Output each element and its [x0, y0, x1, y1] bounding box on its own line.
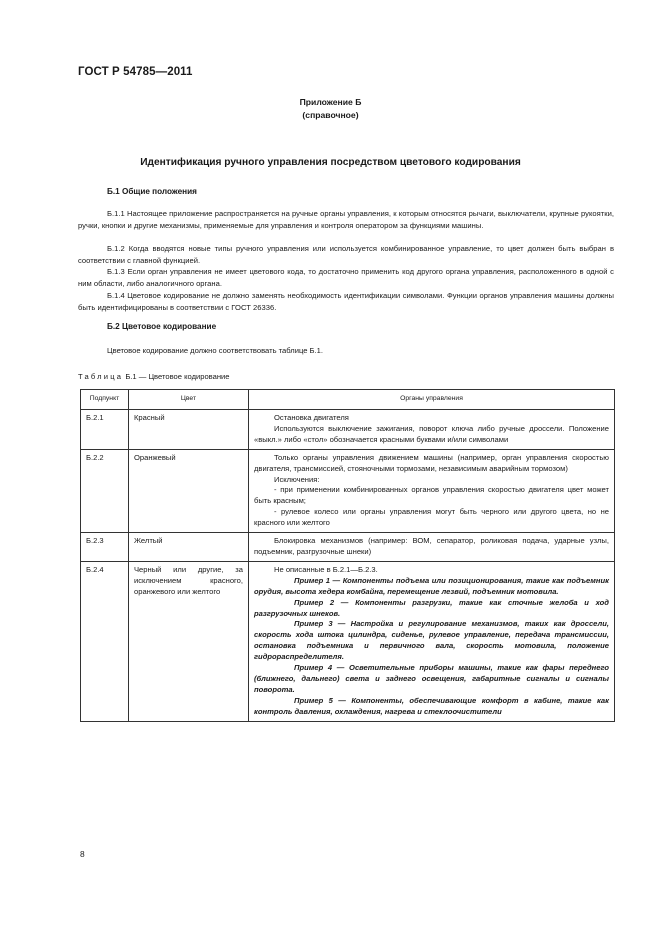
row-color: Красный: [129, 410, 249, 450]
row-controls: [249, 533, 615, 562]
example-label: Пример 2 —: [294, 597, 349, 607]
row-line: - при применении комбинированных органов управления скоростью двигателя цвет может быть красным;: [254, 485, 609, 506]
example-2: [254, 598, 609, 620]
paragraph-b-1-4: Б.1.4 Цветовое кодирование не должно заменять необходимость идентификации символами. Функции органов управления машины должны быть идентифицированы в соответствии с ГОСТ 26336.: [78, 291, 614, 312]
table-caption-prefix: Таблица: [78, 372, 124, 381]
annex-label: Приложение Б: [299, 97, 362, 107]
row-intro: Не описанные в Б.2.1—Б.2.3.: [274, 564, 378, 574]
example-3: [254, 619, 609, 663]
paragraph-b-1-1: Б.1.1 Настоящее приложение распространяется на ручные органы управления, к которым относятся рычаги, выключатели, крупные рукоятки, ручки, кнопки и другие механизмы, применяемые для управления и контроля оператором за функциями машины.: [78, 209, 614, 230]
example-text: Осветительные приборы машины, такие как фары переднего (ближнего, дальнего) света и заднего освещения, габаритные сигналы и сигналы поворота.: [254, 663, 609, 694]
table-row: [81, 561, 615, 721]
row-id: Б.2.1: [81, 410, 129, 450]
row-line: - рулевое колесо или органы управления могут быть черного или другого цвета, но не красного или желтого: [254, 507, 609, 528]
example-label: Пример 5 —: [294, 695, 346, 705]
table-row: [81, 410, 615, 450]
row-id: Б.2.2: [81, 449, 129, 532]
annex-type: (справочное): [302, 110, 359, 120]
row-line: Используются выключение зажигания, поворот ключа либо ручные дроссели. Положение «выкл.» либо «стол» обозначается красными буквами и/или символами: [254, 423, 609, 444]
row-controls: [249, 410, 615, 450]
example-label: Пример 1 —: [294, 575, 341, 585]
table-caption: [78, 372, 230, 381]
paragraph-b-1-2: Б.1.2 Когда вводятся новые типы ручного управления или используется комбинированное управление, то цвет должен быть выбран в соответствии с главной функцией.: [78, 244, 614, 265]
row-controls: [249, 449, 615, 532]
example-text: Настройка и регулирование механизмов, таких как дроссели, скорость хода штока цилиндра, сиденье, рулевое управление, передача трансмиссии, остановка подъемника и первичного вала, скорость мотовила, положение гидрораспределителя.: [254, 619, 609, 662]
row-color: Желтый: [129, 533, 249, 562]
color-coding-table: [80, 389, 615, 722]
example-5: [254, 696, 609, 718]
row-line: Только органы управления движением машины (например, орган управления скоростью двигателя, трансмиссией, стояночными тормозами, независимым аварийным тормозом): [254, 452, 609, 473]
section-2-heading: Б.2 Цветовое кодирование: [107, 322, 217, 331]
row-id: Б.2.3: [81, 533, 129, 562]
section-2-text: Цветовое кодирование должно соответствовать таблице Б.1.: [107, 346, 323, 355]
example-4: [254, 663, 609, 696]
example-1: [254, 576, 609, 598]
header-color: Цвет: [129, 390, 249, 410]
header-subclause: Подпункт: [81, 390, 129, 410]
example-text: Компоненты, обеспечивающие комфорт в кабине, такие как контроль давления, охлаждения, нагрева и стеклоочистители: [254, 695, 609, 716]
row-line: Блокировка механизмов (например: ВОМ, сепаратор, роликовая подача, ударные узлы, подъемник, разгрузочные шнеки): [254, 536, 609, 556]
row-line: Исключения:: [274, 474, 320, 484]
table-row: [81, 449, 615, 532]
example-label: Пример 3 —: [294, 619, 346, 629]
paragraph-b-1-3: Б.1.3 Если орган управления не имеет цветового кода, то достаточно применить код другого органа управления, расположенного в одной с ним области, либо аналогичного органа.: [78, 267, 614, 288]
section-1-heading: Б.1 Общие положения: [107, 187, 197, 196]
example-label: Пример 4 —: [294, 663, 345, 673]
table-header-row: [81, 390, 615, 410]
row-id: Б.2.4: [81, 561, 129, 721]
row-color: Оранжевый: [129, 449, 249, 532]
example-text: Компоненты подъема или позиционирования, такие как подъемник орудия, высота хедера комбайна, перемещение лезвий, подъемник мотовила.: [254, 575, 609, 596]
table-caption-text: Б.1 — Цветовое кодирование: [125, 372, 230, 381]
row-color: Черный или другие, за исключением красного, оранжевого или желтого: [129, 561, 249, 721]
annex-title: Идентификация ручного управления посредством цветового кодирования: [140, 157, 521, 168]
row-line: Остановка двигателя: [274, 413, 349, 422]
example-text: Компоненты разгрузки, такие как сточные желоба и ход разгрузочных шнеков.: [254, 597, 609, 618]
row-controls: [249, 561, 615, 721]
page-number: 8: [80, 849, 85, 859]
table-row: [81, 533, 615, 562]
document-header: ГОСТ Р 54785—2011: [78, 66, 193, 78]
header-controls: Органы управления: [249, 390, 615, 410]
annex-heading: [0, 96, 661, 122]
